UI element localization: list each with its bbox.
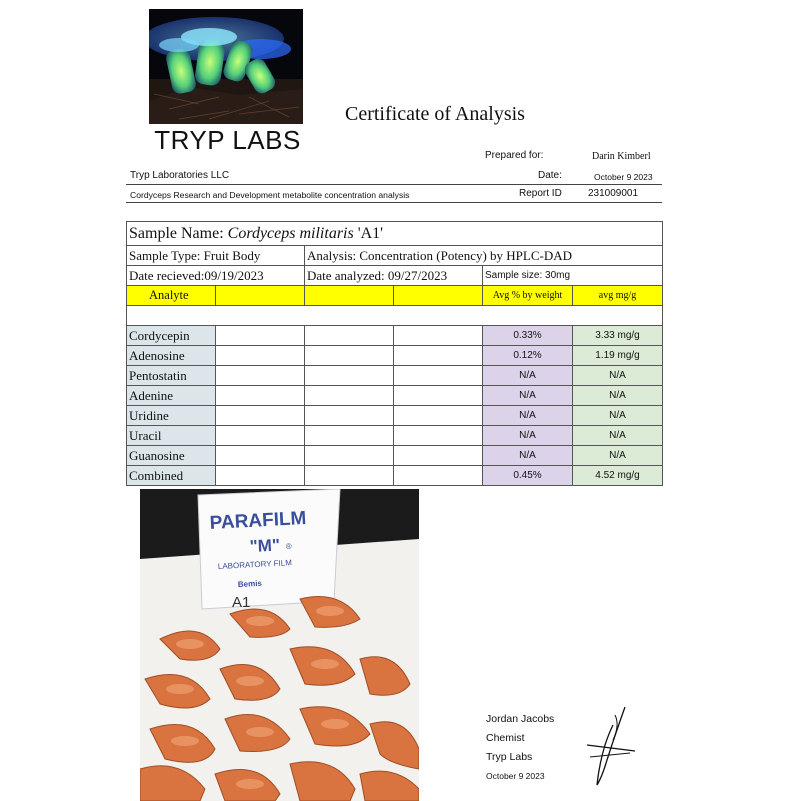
- prepared-for-value: Darin Kimberl: [592, 151, 651, 162]
- empty-cell: [394, 326, 483, 346]
- analyte-name: Adenine: [127, 386, 216, 406]
- results-table: [126, 221, 663, 486]
- header-divider: [126, 184, 662, 185]
- sample-mark: A1: [232, 594, 251, 611]
- analyte-pct: 0.45%: [483, 466, 573, 486]
- analyte-pct: N/A: [483, 366, 573, 386]
- analysis-method: Analysis: Concentration (Potency) by HPLC-DAD: [305, 246, 663, 266]
- empty-cell: [216, 426, 305, 446]
- chemist-name: Jordan Jacobs: [486, 713, 555, 725]
- date-value: October 9 2023: [594, 172, 653, 182]
- analyte-name: Combined: [127, 466, 216, 486]
- analyte-mg: N/A: [573, 426, 663, 446]
- analyte-name: Guanosine: [127, 446, 216, 466]
- empty-cell: [394, 446, 483, 466]
- col-analyte: Analyte: [127, 286, 216, 306]
- analyte-mg: 4.52 mg/g: [573, 466, 663, 486]
- empty-cell: [305, 386, 394, 406]
- spacer-row: [127, 306, 663, 326]
- report-id-label: Report ID: [519, 188, 562, 199]
- table-row: [127, 406, 663, 426]
- analyte-mg: 1.19 mg/g: [573, 346, 663, 366]
- sample-name-label: Sample Name:: [129, 224, 228, 242]
- empty-cell: [216, 386, 305, 406]
- analyte-mg: N/A: [573, 406, 663, 426]
- table-row: [127, 386, 663, 406]
- analyte-name: Uridine: [127, 406, 216, 426]
- empty-cell: [305, 446, 394, 466]
- date-label: Date:: [538, 170, 562, 181]
- film-brand: PARAFILM: [209, 507, 307, 534]
- analyte-pct: N/A: [483, 386, 573, 406]
- sample-species: Cordyceps militaris: [227, 224, 354, 242]
- analyte-pct: N/A: [483, 446, 573, 466]
- empty-cell: [216, 466, 305, 486]
- header-blank: [394, 286, 483, 306]
- logo-photo: [149, 9, 303, 124]
- brand-name: TRYP LABS: [154, 125, 301, 155]
- table-row: [127, 466, 663, 486]
- sample-name-cell: [127, 222, 663, 246]
- empty-cell: [216, 406, 305, 426]
- sample-strain: 'A1': [353, 224, 384, 242]
- empty-cell: [216, 346, 305, 366]
- empty-cell: [305, 466, 394, 486]
- prepared-for-label: Prepared for:: [485, 150, 544, 161]
- sample-type: Sample Type: Fruit Body: [127, 246, 305, 266]
- film-maker: Bemis: [237, 578, 263, 589]
- empty-cell: [216, 326, 305, 346]
- sample-photo: [140, 489, 419, 801]
- film-subtitle: LABORATORY FILM: [217, 558, 293, 571]
- header-blank: [216, 286, 305, 306]
- empty-cell: [394, 366, 483, 386]
- analyte-mg: N/A: [573, 366, 663, 386]
- analyte-pct: N/A: [483, 426, 573, 446]
- col-mg: avg mg/g: [573, 286, 663, 306]
- film-m: "M": [249, 535, 281, 556]
- empty-cell: [305, 366, 394, 386]
- table-row: [127, 326, 663, 346]
- empty-cell: [394, 346, 483, 366]
- analyte-name: Adenosine: [127, 346, 216, 366]
- table-row: [127, 346, 663, 366]
- header-blank: [305, 286, 394, 306]
- col-pct: Avg % by weight: [483, 286, 573, 306]
- analyte-mg: N/A: [573, 446, 663, 466]
- signature-date: October 9 2023: [486, 771, 545, 781]
- empty-cell: [394, 426, 483, 446]
- analyte-pct: 0.33%: [483, 326, 573, 346]
- empty-cell: [305, 406, 394, 426]
- film-registered: ®: [285, 541, 293, 551]
- analyte-pct: 0.12%: [483, 346, 573, 366]
- date-received: Date recieved:09/19/2023: [127, 266, 305, 286]
- analyte-mg: 3.33 mg/g: [573, 326, 663, 346]
- chemist-role: Chemist: [486, 732, 525, 744]
- table-header-row: [127, 286, 663, 306]
- company-name: Tryp Laboratories LLC: [130, 170, 230, 181]
- empty-cell: [305, 346, 394, 366]
- signature-block: [486, 710, 554, 786]
- empty-cell: [216, 366, 305, 386]
- header-divider-bottom: [126, 202, 662, 203]
- empty-cell: [305, 326, 394, 346]
- analysis-description: Cordyceps Research and Development metabolite concentration analysis: [130, 190, 410, 200]
- document-title: Certificate of Analysis: [345, 103, 525, 125]
- table-row: [127, 426, 663, 446]
- empty-cell: [394, 386, 483, 406]
- sample-size: Sample size: 30mg: [483, 266, 663, 286]
- empty-cell: [216, 446, 305, 466]
- table-row: [127, 366, 663, 386]
- table-row: [127, 446, 663, 466]
- analyte-name: Uracil: [127, 426, 216, 446]
- analyte-name: Pentostatin: [127, 366, 216, 386]
- handwritten-signature: [585, 705, 640, 792]
- date-analyzed: Date analyzed: 09/27/2023: [305, 266, 483, 286]
- chemist-org: Tryp Labs: [486, 751, 533, 763]
- empty-cell: [305, 426, 394, 446]
- report-id-value: 231009001: [588, 188, 639, 199]
- analyte-pct: N/A: [483, 406, 573, 426]
- empty-cell: [394, 466, 483, 486]
- analyte-mg: N/A: [573, 386, 663, 406]
- analyte-name: Cordycepin: [127, 326, 216, 346]
- empty-cell: [394, 406, 483, 426]
